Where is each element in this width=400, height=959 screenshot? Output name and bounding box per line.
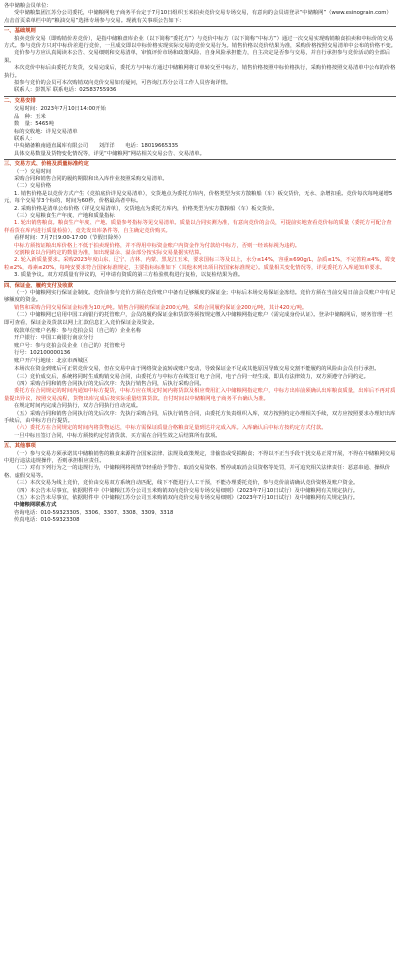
highlight-paragraph: 1. 轮出销售粮食。粮食生产年度、产地、质量参考指标等见交易清单。质量以合同实测为准，有意向竞价的会员，可提前实地查看竞价标的质量（委托方可配合查样看货在库内进行质量检验），竟先发出库条件等，自主确定竞价购买。 (4, 220, 392, 234)
paragraph: （四）本公告未尽事宜，依据附件中《中储粮江苏分公司玉米购销双向竞价交易专场交易细则》（2023年7月10日试行）及中储粮网有关规定执行。 (14, 487, 359, 494)
section-4-heading: 四、保证金、履约支付及收款 (4, 282, 73, 289)
sub-heading: （三）交易粮食生产年度、产地和质量指标 (14, 212, 115, 219)
paragraph: 2. 采购价格是清单公布价格（详见交易清单），交货地点为委托方库内，价格类型为实方散粮船（车）板交货价。 (14, 205, 278, 212)
paragraph: （三）竞价成交后，系统将同时生成购销交易合同，由委托方与中标方在线签订电子合同，电子合同一经生成，即具有法律效力，双方须遵守合同约定。 (14, 373, 369, 380)
trade-arrangement (4, 106, 396, 158)
paragraph: 1. 销售价格是以竞价方式产生（竞拍底价详见交易清单），交货地点为委托方库内，价格类型为实方散粮船（车）板交货价，无水、杂增扣重。竞价每次每吨递增5元，每个交易节3个标的，时间为60秒，价格最高者中标。 (4, 190, 393, 205)
trade-contact-label: 联系人： (14, 135, 36, 142)
section-2-heading: 二、交易安排 (4, 97, 36, 104)
rule-paragraph-2: 竞价参与方应认真阅读本公告、交易细则和交易清单，审慎评价市场和政策风险、自身风险承担能力，自主决定是否参与交易，并自行承担参与竞价活动的全部后果。 (4, 50, 391, 64)
section-divider (4, 26, 396, 27)
paragraph: （五）采购合同和销售合同执行的先后次序：先执行采购合同，后执行销售合同，由委托方负责组织入库，双方按照约定办理相关手续，双方应按照要求办理好出库手续后，由中标方自行提货。 (4, 410, 396, 424)
paragraph: （五）本公告未尽事宜，依据附件中《中储粮江苏分公司玉米购销双向竞价交易专场交易细则》（2023年7月10日试行）及中储粮网有关规定执行。 (14, 495, 359, 501)
section-3-heading: 三、交易方式、价格及质量标准约定 (4, 161, 89, 168)
trade-quantity: 数 量：5465吨 (14, 121, 54, 128)
paragraph: （一）参与交易方须承诺其中储粮销售的粮食来源符合国家法律、法规及政策规定，非偷盗或受损粮食；不得以不正当手段干扰交易正常开展，不得在中储粮网交易中进行违法违规操作，否则承担相应责任。 (4, 450, 396, 464)
rule-paragraph-1: 拍卖竞价交易（即购销价差竞价），是指中储粮盘库企业（以下简称“委托方”）与竞价中标方（以下简称“中标方”）通过一次交易实现购销粮食拍卖和中标价的交易方式。参与竞价方只对中标价差进行竞价，一旦成交即以中标价格实现实际交易的竞价交易行为。销售价格以竞价结果为准，采购价格按照交易清单中公布的价格不变。 (4, 35, 396, 50)
paragraph: 本场次在资金到账后可正常竞价交易，但在交易中由于网络资金流转或账户变动，导致保证金不足或其他原因导致交易交割不能履约的风险由会员自行承担。 (14, 366, 380, 373)
highlight-paragraph: 交割粮食以合同约定的数量为准，如出现溢余、溢余部分按实际交易量据实结算。 (14, 250, 205, 256)
trade-delivery-location: 标的交收地：详见交易清单 (14, 128, 78, 135)
footer-fax: 传真电话：010-59323308 (14, 517, 80, 524)
paragraph: 一旦中标且签订合同，中标方须按约定付清货款、买方需在合同生效之后结算所有款项。 (14, 432, 221, 439)
sub-heading: （二）交易价格 (14, 183, 52, 190)
quality-requirements: 2. 轮入新质量要求。采购2023年度山东、辽宁、吉林、内蒙、黑龙江玉米，要求国标三等及以上，水分≤14%，容重≥690g/L，杂质≤1%，不完善粒≤4%，霉变粒≤2%，毒素≤20%，每吨安要求符合国家标准规定，主要指标标准如下（其他未列出项目按国家标准规定）。质量相关变化情况等，详见委托方入库通知单要求。 (4, 257, 396, 271)
account-number: 账户号：参与竞拍会员企业（自己的）托管账号 (14, 342, 126, 349)
deposit-standard: 销售和采购合同交易保证金标准为10元/吨。销售合同履约保证金200元/吨，采购合同履约保证金200元/吨，其计420元/吨。 (14, 304, 308, 311)
trade-time: 交易时间：2023年7月10日14:00开始 (14, 106, 106, 113)
paragraph: 在规定时间内完成合同执行，双方合同执行自动完成。 (14, 403, 142, 410)
account-address: 账户开户行地址：北京市西城区 (14, 357, 89, 364)
section-divider (4, 159, 396, 160)
section-divider (4, 441, 396, 442)
section-divider (4, 96, 396, 97)
inspection-time: 看样时间：7月7日9:00-17:00（节假日除外） (14, 235, 124, 242)
rule-paragraph-4: 拟参与竞价的会员可本次购销双向竞价交易如有疑问，可咨询江苏分公司工作人员咨询详情。 (14, 80, 232, 87)
sub-heading: （一）交易时间 (14, 168, 52, 175)
paragraph: （一）中储粮网实行保证金制度。竞价前参与竞价方须在竞价账户中备有足够额度的保证金；中标后本场交易保证金冻结。竞价方须在当前交易日前会员账户中有足够额度的资金。 (4, 290, 396, 304)
paragraph: 3. 质量争议。双方对质量有异议的，可申请有资质的第三方检验机构进行复检，以复检结果为准。 (14, 272, 244, 279)
section-1-heading: 一、基础规则 (4, 28, 36, 35)
sub-heading: （四）采购合同和销售合同执行的先后次序：先执行销售合同，后执行采购合同。 (14, 380, 205, 387)
account-line-number: 行号：102100000136 (14, 350, 71, 357)
trade-goods: 品 种：玉米 (14, 113, 46, 120)
account-bank: 开户银行：中国工商银行南京分行 (14, 335, 94, 342)
section-5-heading: 五、其他事项 (4, 443, 36, 450)
account-name: 收款单位账户名称：参与竞拍会员（自己的）企业名称 (14, 328, 142, 335)
highlight-paragraph: 中标方须按证粮出库价格上不低于拍卖现价格，并不得用中标资金账户内资金作为付款给中标方，否则一经该标视为违约。 (14, 242, 301, 249)
paragraph: （二）对有下列行为之一的违规行为，中储粮网将视情节轻重给予警告、取消交易资格、暂停或取消会员资格等处罚，并可追究相关法律责任：恶意串通、操纵价格、虚假交易等。 (4, 465, 391, 479)
highlight-paragraph: 委托方在合同规定的时间内通知中标方提货，中标方应在规定时间内将货款及相应费用汇入中储粮网指定账户，中标方出库前须确认出库粮食质量，出库后不再对质量提出异议，按照交易流程，货物出库完成后按实际重量结算货款。自付时间以中储粮网电子商务平台确认为准。 (4, 388, 396, 402)
footer-phone: 咨询电话：010-59323305、3306、3307、3308、3309、3318 (14, 509, 174, 516)
intro-paragraph: 受中储粮集团江苏分公司委托，中储粮网电子商务平台定于7月10日组织玉米拍卖竞价交易专场交易，有意向的会员请登录“中储粮网”（www.esinograin.com）点击首页菜单栏中的“粮油交易”选择专场参与交易。现就有关事项公告如下： (4, 10, 392, 24)
section-divider (4, 281, 396, 282)
rule-paragraph-3: 本次竞价中标后由委托方发货，交易完成后，委托方与中标方通过中储粮网将订单转交至中标方，销售价格按照中标价格执行，采购价格按照交易清单中公布的价格执行。 (4, 65, 396, 79)
trade-note: 具体交易数量及货物变化情况等，详见“中储粮网”网站相关交易公告、交易清单。 (14, 150, 205, 157)
greeting: 各中储粮会员单位： (4, 3, 52, 9)
highlight-paragraph: （六）委托方在合同规定的时间内将货物运达，中标方需保证质量合格粮食足量到达并完成入库。入库确认后中标方按约定方式付款。 (14, 425, 327, 432)
trade-company-contact: 中央储备粮南通直属库有限公司 刘洋洋 电话：18019665335 (14, 143, 179, 150)
paragraph: （二）中储粮网已启用中国工商银行的托管账户，会员的履约保证金和货款等须按规定缴入中储粮网指定账户（需完成身份认证）。登录中储粮网后，财务管理一栏即可查看，保证金及货款以网上汇款信息汇入竞价保证金及资金。 (4, 312, 393, 326)
paragraph: （三）本次交易为线上竞价，竞价由交易双方系统自动匹配，线下不能进行人工干预，不能办理委托竞价，参与竞价前请确认竞价资格及账户资金。 (14, 480, 359, 487)
contact-line-1: 联系人：彭凯军 联系电话：02583755936 (14, 87, 117, 94)
bank-account-info (4, 328, 396, 365)
footer-organization: 中储粮网联系方式 (14, 502, 57, 509)
paragraph: 采购合同和销售合同的履约期限和出入库作业按照采购交易清单。 (14, 175, 168, 182)
